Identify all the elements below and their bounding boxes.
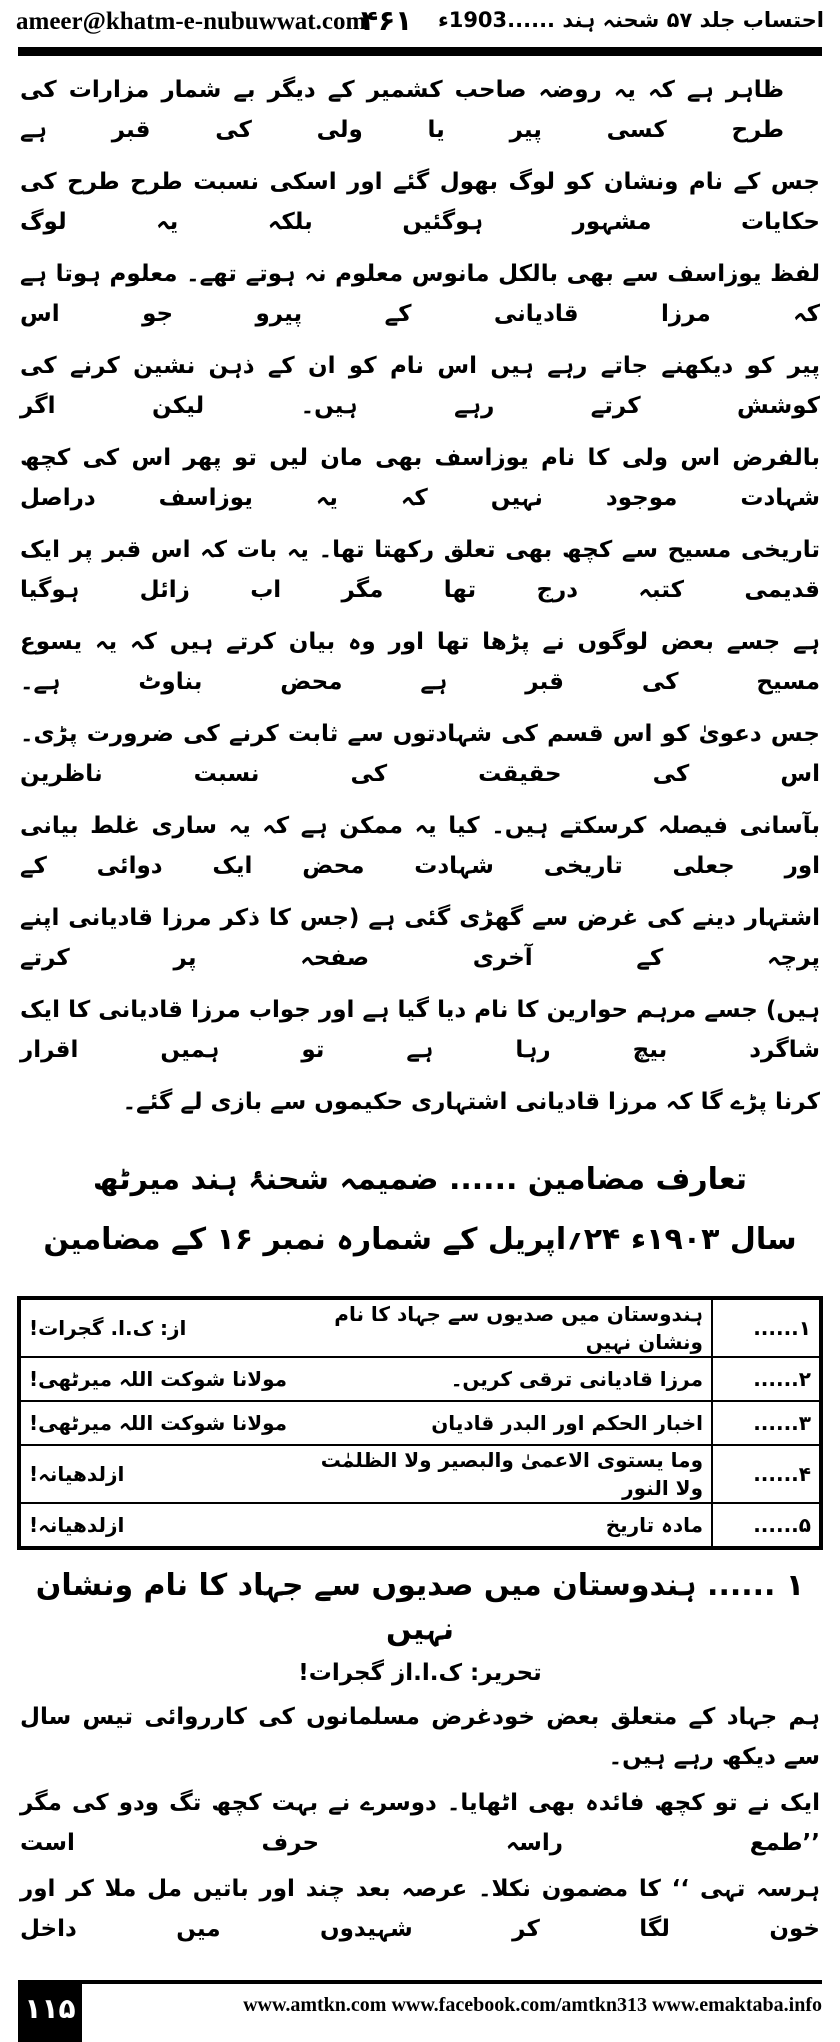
footer-page-number: ۱۱۵ <box>18 1980 82 2042</box>
row-author: از: ک.ا. گجرات! <box>19 1298 295 1357</box>
body-line: کرنا پڑے گا کہ مرزا قادیانی اشتہاری حکیموں سے بازی لے گئے۔ <box>122 1089 820 1115</box>
article-line: ایک نے تو کچھ فائدہ بھی اٹھایا۔ دوسرے نے بہت کچھ تگ ودو کی مگر ’’طمع راسہ حرف است <box>20 1790 820 1856</box>
body-line: اشتہار دینے کی غرض سے گھڑی گئی ہے (جس کا ذکر مرزا قادیانی اپنے پرچہ کے آخری صفحہ پر کرتے <box>20 905 820 971</box>
row-author: ازلدھیانہ! <box>19 1445 295 1503</box>
article-line: ہم جہاد کے متعلق بعض خودغرض مسلمانوں کی کارروائی تیس سال سے دیکھ رہے ہیں۔ <box>20 1704 820 1770</box>
table-row <box>19 1445 821 1503</box>
header-rule <box>18 47 822 56</box>
body-line: ہیں) جسے مرہم حوارین کا نام دیا گیا ہے اور جواب مرزا قادیانی کا ایک شاگرد بیچ رہا ہے تو ہمیں اقرار <box>20 997 820 1063</box>
row-number: ۱...... <box>712 1298 821 1357</box>
running-head: احتساب جلد ۵۷ شحنہ ہند ......1903ء <box>437 8 824 32</box>
row-author: مولانا شوکت اللہ میرٹھی! <box>19 1357 295 1401</box>
row-title: مرزا قادیانی ترقی کریں۔ <box>295 1357 712 1401</box>
page-footer <box>18 1980 822 2042</box>
row-author: مولانا شوکت اللہ میرٹھی! <box>19 1401 295 1445</box>
body-line: ہے جسے بعض لوگوں نے پڑھا تھا اور وہ بیان کرتے ہیں کہ یہ یسوع مسیح کی قبر ہے محض بناوٹ ہے۔ <box>20 629 820 695</box>
row-number: ۳...... <box>712 1401 821 1445</box>
article-line: ہرسہ تہی ‘‘ کا مضمون نکلا۔ عرصہ بعد چند اور باتیں مل ملا کر اور خون لگا کر شہیدوں میں داخل <box>20 1876 820 1942</box>
table-row <box>19 1503 821 1548</box>
row-author: ازلدھیانہ! <box>19 1503 295 1548</box>
article-text <box>20 1694 820 1952</box>
body-line: لفظ یوزاسف سے بھی بالکل مانوس معلوم نہ ہوتے تھے۔ معلوم ہوتا ہے کہ مرزا قادیانی کے پیرو جو اس <box>20 261 820 327</box>
footer-urls: www.amtkn.com www.facebook.com/amtkn313 www.emaktaba.info <box>243 1994 822 2016</box>
row-title: مادہ تاریخ <box>295 1503 712 1548</box>
article-title: ۱ ...... ہندوستان میں صدیوں سے جہاد کا نام ونشان نہیں <box>35 1568 805 1647</box>
header-email: ameer@khatm-e-nubuwwat.com <box>16 8 367 35</box>
row-number: ۴...... <box>712 1445 821 1503</box>
section-heading: تعارف مضامین ...... ضمیمہ شحنۂ ہند میرٹھ <box>92 1162 748 1197</box>
contents-table <box>17 1296 823 1550</box>
body-line: تاریخی مسیح سے کچھ بھی تعلق رکھتا تھا۔ یہ بات کہ اس قبر پر ایک قدیمی کتبہ درج تھا مگر اب زائل ہوگیا <box>20 537 820 603</box>
row-number: ۲...... <box>712 1357 821 1401</box>
header-page-number: ۴۶۱ <box>361 4 413 37</box>
body-line: جس کے نام ونشان کو لوگ بھول گئے اور اسکی نسبت طرح طرح کی حکایات مشہور ہوگئیں بلکہ یہ لوگ <box>20 169 820 235</box>
row-number: ۵...... <box>712 1503 821 1548</box>
table-row <box>19 1357 821 1401</box>
section-subheading: سال ۱۹۰۳ء ۲۴؍اپریل کے شمارہ نمبر ۱۶ کے مضامین <box>43 1222 797 1257</box>
article-byline: تحریر: ک.ا.از گجرات! <box>298 1660 542 1686</box>
body-line: ظاہر ہے کہ یہ روضہ صاحب کشمیر کے دیگر بے شمار مزارات کی طرح کسی پیر یا ولی کی قبر ہے <box>20 77 784 143</box>
body-line: بآسانی فیصلہ کرسکتے ہیں۔ کیا یہ ممکن ہے کہ یہ ساری غلط بیانی اور جعلی تاریخی شہادت محض ایک دوائی کے <box>20 813 820 879</box>
body-line: جس دعویٰ کو اس قسم کی شہادتوں سے ثابت کرنے کی ضرورت پڑی۔ اس کی حقیقت کی نسبت ناظرین <box>20 721 820 787</box>
table-row <box>19 1298 821 1357</box>
footer-rule <box>18 1980 822 1984</box>
table-row <box>19 1401 821 1445</box>
row-title: اخبار الحکم اور البدر قادیان <box>295 1401 712 1445</box>
row-title: وما یستوی الاعمیٰ والبصیر ولا الظلمٰت ولا النور <box>295 1445 712 1503</box>
body-line: بالفرض اس ولی کا نام یوزاسف بھی مان لیں تو پھر اس کی کچھ شہادت موجود نہیں کہ یہ یوزاسف دراصل <box>20 445 820 511</box>
row-title: ہندوستان میں صدیوں سے جہاد کا نام ونشان نہیں <box>295 1298 712 1357</box>
body-text <box>20 64 820 1128</box>
body-line: پیر کو دیکھنے جاتے رہے ہیں اس نام کو ان کے ذہن نشین کرنے کی کوشش کرتے رہے ہیں۔ لیکن اگر <box>20 353 820 419</box>
page-header <box>16 4 824 44</box>
